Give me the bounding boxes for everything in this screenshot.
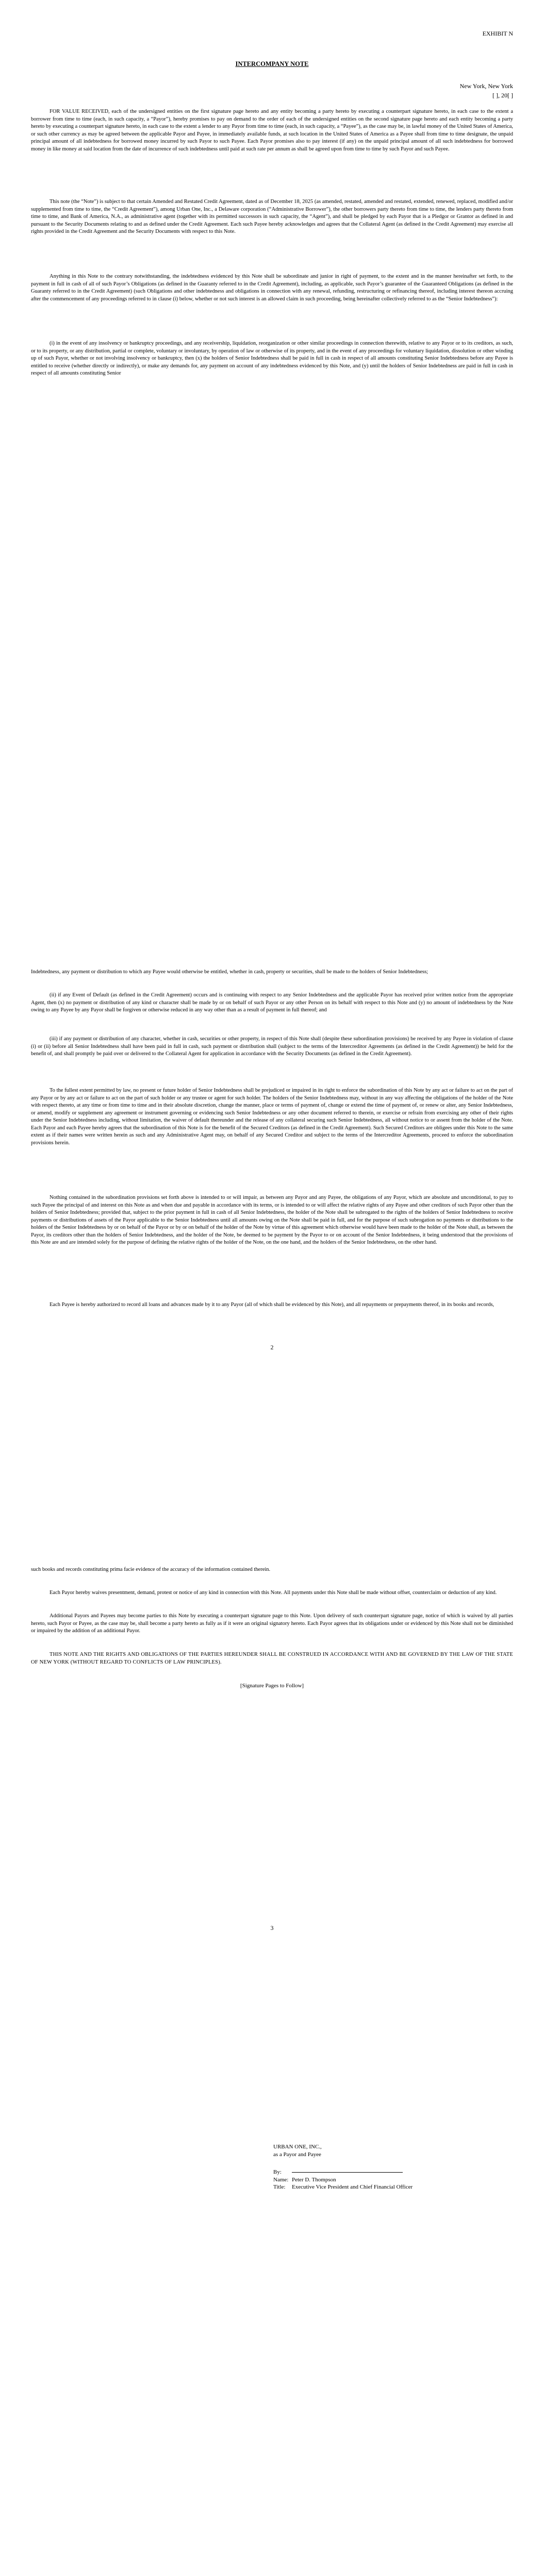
signature-by-row [273,2168,510,2176]
exhibit-label: EXHIBIT N [482,30,513,37]
paragraph-additional-payors: Additional Payors and Payees may become parties to this Note by executing a counterpart signature page to this Note. Upon delivery of such counterpart signature page, notice of which is waived by all parties hereto, such Payor or Payee, as the case may be, shall become a party hereto as fully as if it were an original signatory hereto. Each Payor agrees that its obligations under or evidenced by this Note shall not be diminished or impaired by the addition of an additional Payor. [31,1613,513,1634]
paragraph-governing-law: THIS NOTE AND THE RIGHTS AND OBLIGATIONS OF THE PARTIES HEREUNDER SHALL BE CONSTRUED IN ACCORDANCE WITH AND BE GOVERNED BY THE LAW OF THE STATE OF NEW YORK (WITHOUT REGARD TO CONFLICTS OF LAW PRINCIPLES). [31,1652,513,1665]
signature-title-row [273,2183,510,2191]
document-title: INTERCOMPANY NOTE [235,60,309,67]
signature-block [273,2143,510,2191]
signature-follow-note: [Signature Pages to Follow] [240,1683,304,1689]
name-value: Peter D. Thompson [292,2176,336,2183]
title-label: Title: [273,2184,286,2190]
clause-i-continued: Indebtedness, any payment or distribution to which any Payee would otherwise be entitled, whether in cash, property or securities, shall be made to the holders of Senior Indebtedness; [31,969,428,975]
paragraph-holders-rights: To the fullest extent permitted by law, no present or future holder of Senior Indebtedness shall be prejudiced or impaired in its right to enforce the subordination of this Note by any act or failure to act on the part of any Payor or by any act or failure to act on the part of such holder or any trustee or agent for such holder. The holders of the Senior Indebtedness may, without in any way affecting the obligations of the holder of the Note with respect thereto, at any time or from time to time and in their absolute discretion, change the manner, place or terms of payment of, change or extend the time of payment of, or renew or alter, any Senior Indebtedness, or amend, modify or supplement any agreement or instrument governing or evidencing such Senior Indebtedness or any other document referred to therein, or exercise or refrain from exercising any other of their rights under the Senior Indebtedness including, without limitation, the waiver of default thereunder and the release of any collateral securing such Senior Indebtedness, all without notice to or assent from the holder of the Note. Each Payor and each Payee hereby agrees that the subordination of this Note is for the benefit of the Secured Creditors (as defined in the Credit Agreement). Such Secured Creditors are obligees under this Note to the same extent as if their names were written herein as such and any Administrative Agent may, on behalf of any Secured Creditor and subject to the terms of the Intercreditor Agreements, proceed to enforce the subordination provisions herein. [31,1088,513,1146]
document-date: [ ], 20[ ] [492,92,513,99]
by-label: By: [273,2169,282,2175]
name-label: Name: [273,2176,289,2183]
signatory-role: as a Payor and Payee [273,2151,321,2158]
paragraph-value-received: FOR VALUE RECEIVED, each of the undersigned entities on the first signature page hereto and any entity becoming a party hereto by executing a counterpart signature hereto, in each case to the extent a borrower from time to time (each, in such capacity, a “Payor”), hereby promises to pay on demand to the order of each of the undersigned entities on the second signature page hereto and each entity becoming a party hereto by executing a counterpart signature hereto, in each case to the extent a lender to any Payor from time to time (each, in such capacity, a “Payee”), as the case may be, in lawful money of the United States of America, or such other currency as may be agreed between the applicable Payor and Payee, in immediately available funds, at such location in the United States of America as a Payee shall from time to time designate, the unpaid principal amount of all indebtedness for borrowed money incurred by such Payor to such Payee. Each Payor promises also to pay interest (if any) on the unpaid principal amount of all such indebtedness for borrowed money in like money at said location from the date of incurrence of such indebtedness until paid at such rate per annum as shall be agreed upon from time to time by such Payor and such Payee. [31,109,513,152]
clause-i: (i) in the event of any insolvency or bankruptcy proceedings, and any receivership, liquidation, reorganization or other similar proceedings in connection therewith, relative to any Payor or to its creditors, as such, or to its property, or any distribution, partial or complete, voluntary or involuntary, by operation of law or otherwise of its property, and in the event of any proceedings for voluntary liquidation, dissolution or other winding up of such Payor, whether or not involving insolvency or bankruptcy, then (x) the holders of Senior Indebtedness shall be paid in full in cash in respect of all amounts constituting Senior Indebtedness before any Payee is entitled to receive (whether directly or indirectly), or make any demands for, any payment on account of any indebtedness evidenced by this Note, and (y) until the holders of Senior Indebtedness are paid in full in cash in respect of all amounts constituting Senior [31,341,513,376]
signatory-entity: URBAN ONE, INC., [273,2144,322,2150]
paragraph-waiver: Each Payor hereby waives presentment, demand, protest or notice of any kind in connection with this Note. All payments under this Note shall be made without offset, counterclaim or deduction of any kind. [50,1590,497,1596]
clause-iii: (iii) if any payment or distribution of any character, whether in cash, securities or other property, in respect of this Note shall (despite these subordination provisions) be received by any Payee in violation of clause (i) or (ii) before all Senior Indebtedness shall have been paid in full in cash, such payment or distribution shall (subject to the terms of the Intercreditor Agreements (as defined in the Credit Agreement)) be held for the benefit of, and shall promptly be paid over or delivered to the Collateral Agent for application in accordance with the Security Documents (as defined in the Credit Agreement). [31,1036,513,1057]
paragraph-subordination-provisions: Nothing contained in the subordination provisions set forth above is intended to or will impair, as between any Payor and any Payee, the obligations of any Payor, which are absolute and unconditional, to pay to such Payee the principal of and interest on this Note as and when due and payable in accordance with its terms, or is intended to or will affect the relative rights of any Payee and other creditors of such Payor other than the holders of Senior Indebtedness; provided that, subject to the prior payment in full in cash of all Senior Indebtedness, the holder of the Note shall be subrogated to the rights of the holders of Senior Indebtedness to receive payments or distributions of assets of the Payor applicable to the Senior Indebtedness until all amounts owing on the Note shall be paid in full, and for the purpose of such subrogation no payments or distributions to the holders of the Senior Indebtedness by or on behalf of the Payor or by or on behalf of the holder of the Note by virtue of this agreement which otherwise would have been made to the holder of the Note shall, as between the Payor, its creditors other than the holders of Senior Indebtedness, and the holder of the Note, be deemed to be payment by the Payor to or on account of the Senior Indebtedness, it being understood that the provisions of this Note are and are intended solely for the purpose of defining the relative rights of the holder of the Note, on the one hand, and the holders of the Senior Indebtedness, on the other hand. [31,1195,513,1245]
signature-line [292,2172,403,2173]
paragraph-subordination: Anything in this Note to the contrary notwithstanding, the indebtedness evidenced by this Note shall be subordinate and junior in right of payment, to the extent and in the manner hereinafter set forth, to the payment in full in cash of all of such Payor’s Obligations (as defined in the Guaranty referred to in the Credit Agreement), including, as applicable, such Payor’s guarantee of the Guaranteed Obligations (as defined in the Guaranty referred to in the Credit Agreement) (such Obligations and other indebtedness and obligations in connection with any renewal, refunding, restructuring or refinancing thereof, including interest thereon accruing after the commencement of any proceedings referred to in clause (i) below, whether or not such interest is an allowed claim in such proceeding, being hereinafter collectively referred to as the “Senior Indebtedness”): [31,274,513,302]
paragraph-records-continued: such books and records constituting prima facie evidence of the accuracy of the information contained therein. [31,1567,271,1572]
paragraph-note-subject: This note (the “Note”) is subject to that certain Amended and Restated Credit Agreement, dated as of December 18, 2025 (as amended, restated, amended and restated, extended, renewed, replaced, modified and/or supplemented from time to time, the “Credit Agreement”), among Urban One, Inc., a Delaware corporation (“Administrative Borrower”), the other borrowers party thereto from time to time, the lenders party thereto from time to time, and Bank of America, N.A., as administrative agent (together with its permitted successors in such capacity, the “Agent”), and shall be pledged by each Payor that is a Pledgor or Grantor as defined in and pursuant to the Security Documents relating to and as defined under the Credit Agreement. Each such Payee hereby acknowledges and agrees that the Collateral Agent (as defined in the Credit Agreement) may exercise all rights provided in the Credit Agreement and the Security Documents with respect to this Note. [31,199,513,234]
signature-name-row [273,2176,510,2184]
page-number-2: 2 [270,1344,274,1351]
page-number-3: 3 [270,1924,274,1931]
clause-ii: (ii) if any Event of Default (as defined in the Credit Agreement) occurs and is continuing with respect to any Senior Indebtedness and the applicable Payor has received prior written notice from the appropriate Agent, then (x) no payment or distribution of any kind or character shall be made by or on behalf of such Payor or any other Person on its behalf with respect to this Note and (y) no amount of indebtedness by the Note owing to any Payee by any Payor shall be forgiven or otherwise reduced in any way other than as a result of payment in full thereof; and [31,992,513,1013]
document-location: New York, New York [459,82,513,90]
title-value: Executive Vice President and Chief Financial Officer [292,2184,413,2190]
paragraph-record-loans: Each Payee is hereby authorized to record all loans and advances made by it to any Payor (all of which shall be evidenced by this Note), and all repayments or prepayments thereof, in its books and records, [50,1302,494,1308]
